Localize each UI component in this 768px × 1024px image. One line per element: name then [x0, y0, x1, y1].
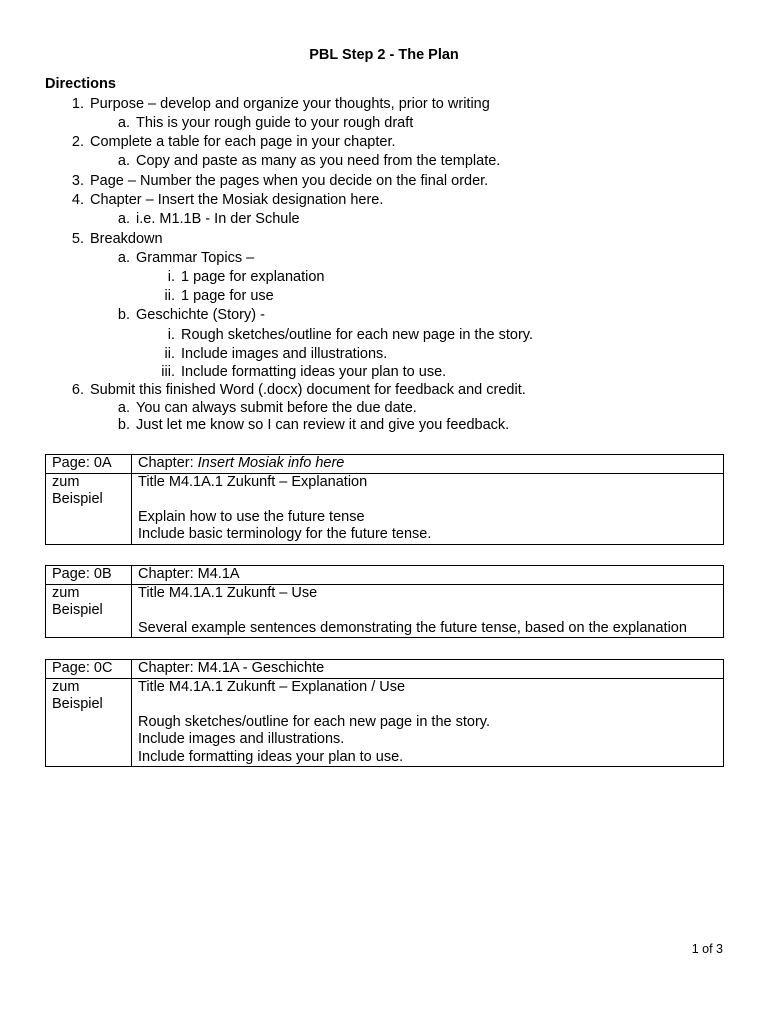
chapter-cell: Chapter: M4.1A [132, 566, 724, 585]
list-item: a. This is your rough guide to your rough draft [117, 115, 414, 131]
list-item: i. Rough sketches/outline for each new page in the story. [167, 327, 533, 343]
chapter-cell: Chapter: M4.1A - Geschichte [132, 660, 724, 679]
list-item: a. Grammar Topics – [117, 250, 255, 266]
page-number: 1 of 3 [691, 942, 723, 956]
example-cell: zum Beispiel [46, 584, 132, 638]
list-item: 5. Breakdown [71, 231, 163, 247]
page-cell: Page: 0B [46, 566, 132, 585]
list-item: ii. Include images and illustrations. [164, 346, 388, 362]
table-row [46, 455, 724, 474]
content-cell: Title M4.1A.1 Zukunft – Use Several example sentences demonstrating the future tense, based on the explanation [132, 584, 724, 638]
table-row [46, 584, 724, 638]
plan-table-0a [45, 454, 724, 545]
table-row [46, 678, 724, 767]
list-item: i. 1 page for explanation [167, 269, 325, 285]
list-item: 1. Purpose – develop and organize your thoughts, prior to writing [71, 96, 490, 112]
table-row [46, 473, 724, 544]
document-title: PBL Step 2 - The Plan [309, 47, 459, 63]
list-item: 4. Chapter – Insert the Mosiak designation here. [71, 192, 384, 208]
example-cell: zum Beispiel [46, 678, 132, 767]
list-item: a. i.e. M1.1B - In der Schule [117, 211, 300, 227]
example-cell: zum Beispiel [46, 473, 132, 544]
directions-heading: Directions [45, 76, 116, 92]
plan-table-0b [45, 565, 724, 638]
plan-table-0c [45, 659, 724, 767]
table-row [46, 566, 724, 585]
list-item: a. You can always submit before the due date. [117, 400, 417, 416]
list-item: 3. Page – Number the pages when you decide on the final order. [71, 173, 489, 189]
list-item: b. Geschichte (Story) - [117, 307, 265, 323]
list-item: ii. 1 page for use [164, 288, 274, 304]
content-cell: Title M4.1A.1 Zukunft – Explanation / Use Rough sketches/outline for each new page in the story. Include images and illustrations. Include formatting ideas your plan to use. [132, 678, 724, 767]
content-cell: Title M4.1A.1 Zukunft – Explanation Explain how to use the future tense Include basic terminology for the future tense. [132, 473, 724, 544]
page-cell: Page: 0A [46, 455, 132, 474]
list-item: 6. Submit this finished Word (.docx) document for feedback and credit. [71, 382, 526, 398]
list-item: a. Copy and paste as many as you need from the template. [117, 153, 501, 169]
chapter-cell: Chapter: Insert Mosiak info here [132, 455, 724, 474]
list-item: iii. Include formatting ideas your plan to use. [161, 364, 447, 380]
list-item: 2. Complete a table for each page in your chapter. [71, 134, 396, 150]
table-row [46, 660, 724, 679]
page-cell: Page: 0C [46, 660, 132, 679]
list-item: b. Just let me know so I can review it and give you feedback. [117, 417, 510, 433]
